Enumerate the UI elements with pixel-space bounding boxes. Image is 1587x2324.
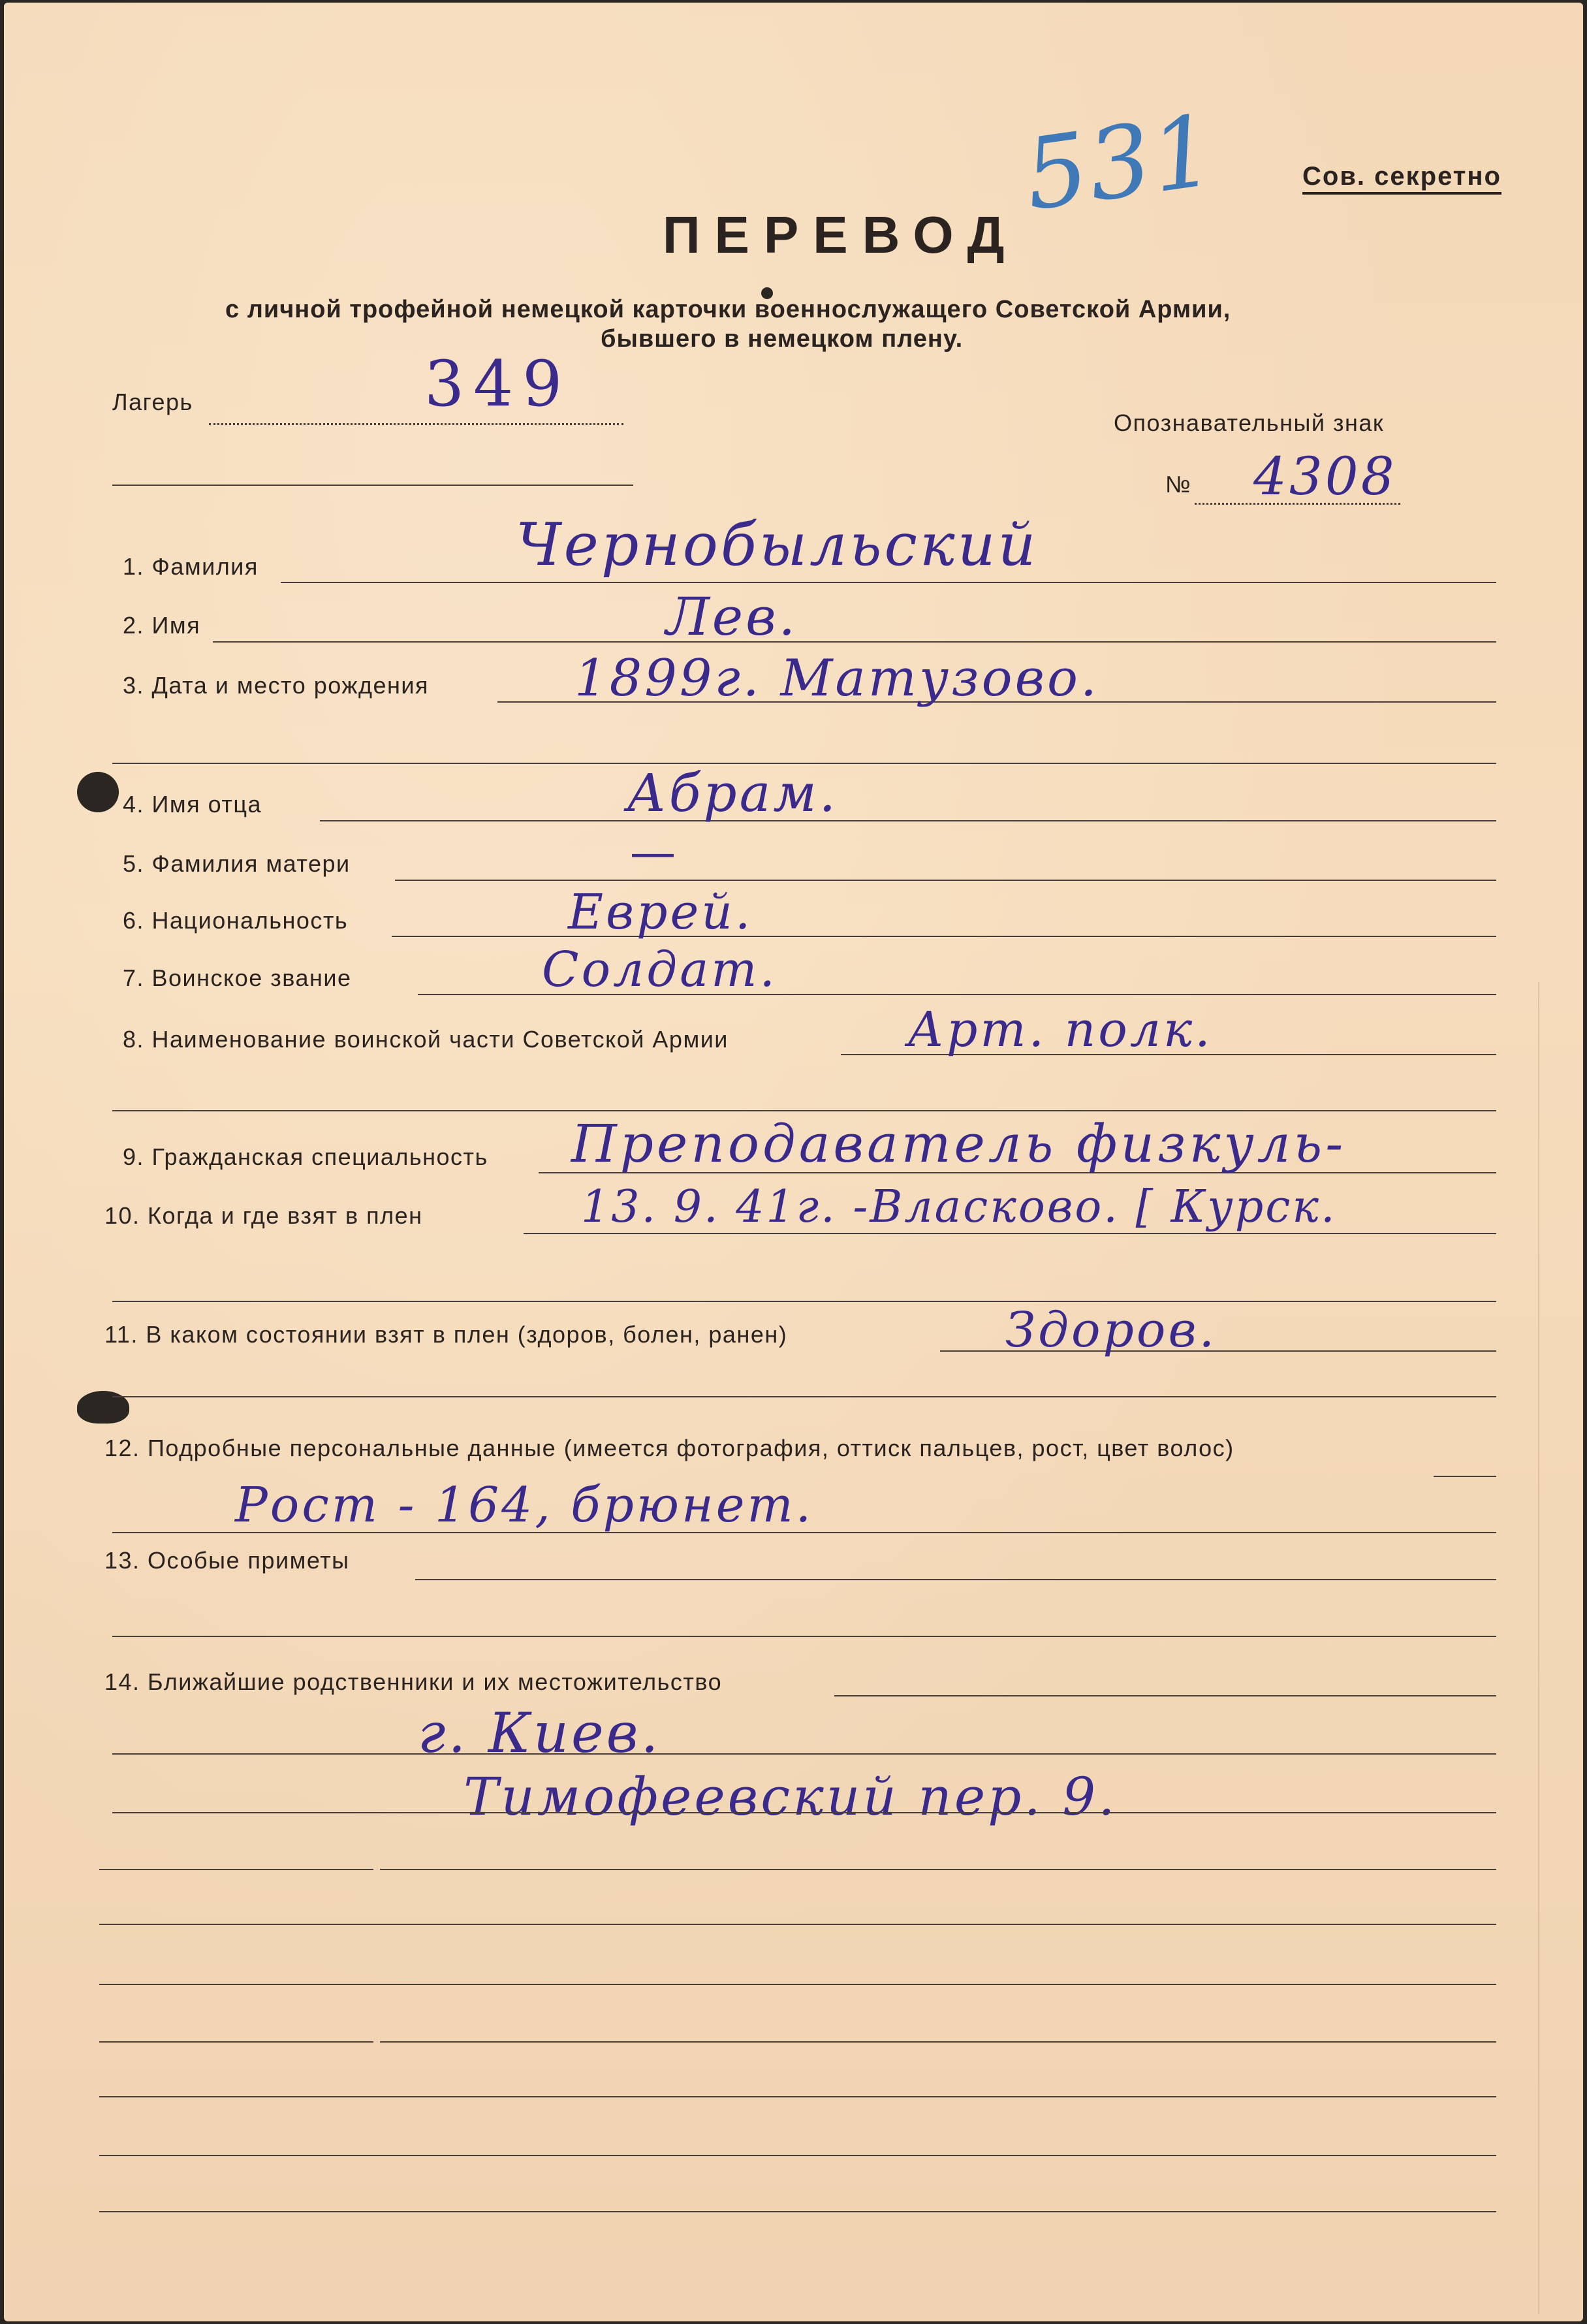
personal-data-label: 12. Подробные персональные данные (имеется фотография, оттиск пальцев, рост, цвет волос) — [104, 1435, 1234, 1461]
capture-line — [524, 1233, 1496, 1234]
relatives-line — [834, 1695, 1496, 1696]
relatives-label: 14. Ближайшие родственники и их местожительство — [104, 1668, 723, 1695]
special-marks-label: 13. Особые приметы — [104, 1547, 350, 1574]
blank-line-6 — [99, 2155, 1496, 2156]
relatives-line-3 — [112, 1812, 1496, 1813]
capture-value: 13. 9. 41г. -Власково. [ Курск. — [581, 1181, 1337, 1233]
relatives-value-line-2: Тимофеевский пер. 9. — [464, 1766, 1118, 1827]
nationality-value: Еврей. — [568, 884, 753, 940]
father-name-label: 4. Имя отца — [123, 791, 262, 818]
personal-data-line — [1434, 1476, 1496, 1477]
blank-line-4b — [380, 2041, 1496, 2043]
archive-number: 531 — [1018, 93, 1223, 233]
unit-second-line — [112, 1110, 1496, 1111]
special-marks-second-line — [112, 1636, 1496, 1637]
blank-line-5 — [99, 2096, 1496, 2097]
blank-line-7 — [99, 2211, 1496, 2212]
blank-line-4 — [99, 2041, 373, 2043]
blank-line-1 — [99, 1869, 373, 1870]
nationality-line — [392, 936, 1496, 937]
camp-line — [209, 423, 623, 425]
birth-label: 3. Дата и место рождения — [123, 672, 429, 699]
blank-line-1b — [380, 1869, 1496, 1870]
occupation-label: 9. Гражданская специальность — [123, 1143, 488, 1170]
nationality-label: 6. Национальность — [123, 907, 349, 934]
condition-value: Здоров. — [1005, 1302, 1218, 1358]
surname-line — [281, 582, 1496, 583]
fold-crease — [1538, 982, 1539, 2314]
surname-label: 1. Фамилия — [123, 553, 259, 580]
blank-line-2 — [99, 1924, 1496, 1925]
personal-data-value: Рост - 164, брюнет. — [235, 1477, 814, 1533]
father-name-line — [320, 820, 1496, 821]
secrecy-stamp: Сов. секретно — [1302, 163, 1501, 195]
blank-line-3 — [99, 1984, 1496, 1985]
occupation-value: Преподаватель физкуль- — [571, 1113, 1347, 1174]
first-name-line — [213, 641, 1496, 643]
relatives-value-line-1: г. Киев. — [418, 1701, 661, 1765]
unit-label: 8. Наименование воинской части Советской Армии — [123, 1026, 729, 1053]
id-tag-label: Опознавательный знак — [1114, 409, 1385, 436]
condition-label: 11. В каком состоянии взят в плен (здоров, болен, ранен) — [104, 1321, 788, 1348]
first-name-value: Лев. — [666, 586, 798, 647]
rank-label: 7. Воинское звание — [123, 964, 352, 991]
capture-label: 10. Когда и где взят в плен — [104, 1202, 423, 1229]
condition-second-line — [112, 1396, 1496, 1397]
id-number-sign: № — [1165, 471, 1192, 498]
mother-surname-line — [395, 880, 1496, 881]
father-name-value: Абрам. — [627, 763, 839, 823]
relatives-line-2 — [112, 1753, 1496, 1755]
special-marks-line — [415, 1579, 1496, 1580]
mother-surname-label: 5. Фамилия матери — [123, 850, 351, 877]
camp-value: 349 — [424, 347, 572, 421]
document-title: ПЕРЕВОД — [663, 206, 1019, 264]
id-number-value: 4308 — [1253, 446, 1397, 507]
mother-surname-value: — — [630, 825, 678, 879]
camp-label: Лагерь — [112, 389, 193, 415]
surname-value: Чернобыльский — [516, 511, 1039, 579]
camp-second-line — [112, 485, 633, 486]
capture-second-line — [112, 1301, 1496, 1302]
subtitle-line-1: с личной трофейной немецкой карточки военнослужащего Советской Армии, — [225, 296, 1231, 323]
birth-value: 1899г. Матузово. — [574, 649, 1099, 708]
rank-value: Солдат. — [542, 942, 778, 998]
unit-value: Арт. полк. — [907, 1002, 1213, 1058]
first-name-label: 2. Имя — [123, 612, 201, 639]
punch-hole-top — [77, 772, 119, 812]
subtitle-line-2: бывшего в немецком плену. — [601, 325, 964, 353]
